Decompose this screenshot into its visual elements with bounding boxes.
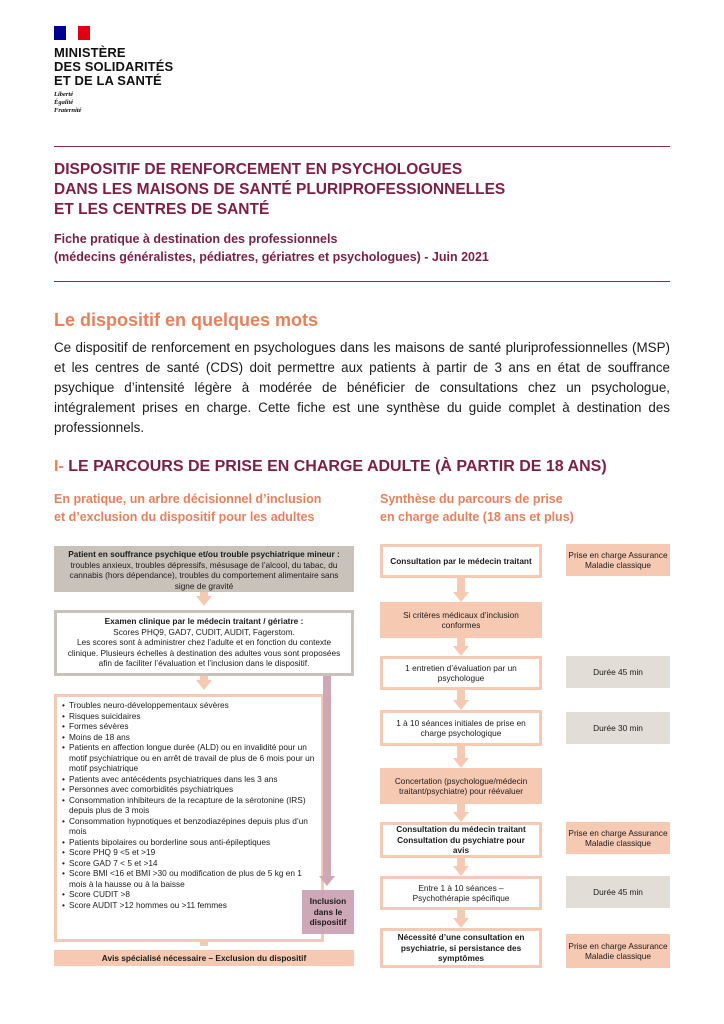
criteria-item: • Score GAD 7 < 5 et >14 [62, 858, 316, 869]
criteria-item: • Score PHQ 9 <5 et >19 [62, 847, 316, 858]
criteria-item: • Score BMI <16 et BMI >30 ou modification de plus de 5 kg en 1 mois à la hausse ou à la baisse [62, 868, 316, 889]
criteria-item: • Consommation hypnotiques et benzodiazépines depuis plus d’un mois [62, 816, 316, 837]
right-column-title: Synthèse du parcours de prise en charge adulte (18 ans et plus) [380, 492, 574, 524]
criteria-item: • Personnes avec comorbidités psychiatriques [62, 784, 316, 795]
pathway-step: Concertation (psychologue/médecin traitant/psychiatre) pour réévaluer [380, 768, 542, 804]
criteria-item: • Patients en affection longue durée (ALD) ou en invalidité pour un motif psychiatrique ou en arrêt de travail de plus de 6 mois pour un motif psychiatrique [62, 742, 316, 774]
document-title: DISPOSITIF DE RENFORCEMENT EN PSYCHOLOGUES DANS LES MAISONS DE SANTÉ PLURIPROFESSIONNELLES ET LES CENTRES DE SANTÉ [54, 161, 506, 218]
patient-box: Patient en souffrance psychique et/ou trouble psychiatrique mineur : troubles anxieux, troubles dépressifs, mésusage de l’alcool, du tabac, du cannabis (hors dépendance), troubles du comportement alimentaire sans signe de gravité [54, 546, 354, 592]
pathway-step: Entre 1 à 10 séances – Psychothérapie spécifique [380, 876, 542, 910]
pathway-arrow-icon [453, 700, 469, 710]
arrow-down-icon [196, 596, 212, 606]
pathway-step: Consultation par le médecin traitant [380, 544, 542, 578]
pathway-step: 1 entretien d’évaluation par un psychologue [380, 656, 542, 690]
ministry-name: MINISTÈRE DES SOLIDARITÉS ET DE LA SANTÉ [54, 45, 174, 88]
criteria-item: • Patients avec antécédents psychiatriques dans les 3 ans [62, 774, 316, 785]
inclusion-stem [323, 676, 331, 876]
inclusion-arrow-icon [319, 876, 335, 886]
arrow-down-icon [196, 680, 212, 690]
criteria-item: • Patients bipolaires ou borderline sous anti-épileptiques [62, 837, 316, 848]
arrow-stem [200, 942, 208, 946]
exclusion-banner: Avis spécialisé nécessaire – Exclusion du dispositif [54, 950, 354, 966]
pathway-step: Si critères médicaux d’inclusion conformes [380, 602, 542, 638]
criteria-item: • Score AUDIT >12 hommes ou >11 femmes [62, 900, 316, 911]
criteria-item: • Troubles neuro-développementaux sévères [62, 700, 316, 711]
left-column-title: En pratique, un arbre décisionnel d’inclusion et d’exclusion du dispositif pour les adultes [54, 492, 322, 524]
pathway-arrow-icon [453, 758, 469, 768]
divider-top [54, 146, 670, 147]
pathway-arrow-icon [453, 918, 469, 928]
pathway-side-note: Durée 45 min [566, 876, 670, 908]
pathway-arrow-stem [457, 746, 465, 758]
pathway-arrow-stem [457, 910, 465, 918]
divider-bottom [54, 281, 670, 282]
pathway-side-note: Prise en charge Assurance Maladie classique [566, 822, 670, 854]
criteria-item: • Score CUDIT >8 [62, 889, 316, 900]
pathway-side-note: Prise en charge Assurance Maladie classique [566, 544, 670, 576]
intro-paragraph: Ce dispositif de renforcement en psychologues dans les maisons de santé pluriprofessionnelles (MSP) et les centres de santé (CDS) doit permettre aux patients à partir de 3 ans en état de souffrance psychique d’intensité légère à modérée de bénéficier de consultations chez un psychologue, intégralement prises en charge. Cette fiche est une synthèse du guide complet à destination des professionnels. [54, 340, 670, 435]
pathway-arrow-stem [457, 638, 465, 646]
ministry-logo [54, 26, 173, 115]
pathway-step: Consultation du médecin traitant Consultation du psychiatre pour avis [380, 822, 542, 858]
criteria-item: • Consommation inhibiteurs de la recapture de la sérotonine (IRS) depuis plus de 3 mois [62, 795, 316, 816]
pathway-arrow-stem [457, 858, 465, 866]
part-title: I- LE PARCOURS DE PRISE EN CHARGE ADULTE (À PARTIR DE 18 ANS) [54, 458, 607, 475]
intro-heading: Le dispositif en quelques mots [54, 310, 319, 330]
clinical-exam-box: Examen clinique par le médecin traitant / gériatre : Scores PHQ9, GAD7, CUDIT, AUDIT, Fagerstom. Les scores sont à administrer chez l’adulte et en fonction du contexte clinique. Plusieurs échelles à destination des adultes vous sont proposées afin de faciliter l’évaluation et l’inclusion dans le dispositif. [54, 610, 354, 676]
pathway-side-note: Durée 45 min [566, 656, 670, 688]
republic-motto: Liberté Égalité Fraternité [54, 91, 82, 114]
pathway-step: 1 à 10 séances initiales de prise en charge psychologique [380, 710, 542, 746]
pathway-step: Nécessité d’une consultation en psychiatrie, si persistance des symptômes [380, 928, 542, 968]
pathway-side-note: Prise en charge Assurance Maladie classique [566, 934, 670, 968]
criteria-item: • Risques suicidaires [62, 711, 316, 722]
pathway-arrow-icon [453, 592, 469, 602]
criteria-item: • Formes sévères [62, 721, 316, 732]
marianne-flag-icon [54, 26, 90, 40]
pathway-arrow-icon [453, 646, 469, 656]
inclusion-box: Inclusion dans le dispositif [302, 890, 354, 934]
pathway-side-note: Durée 30 min [566, 712, 670, 744]
pathway-arrow-stem [457, 690, 465, 700]
pathway-arrow-stem [457, 804, 465, 812]
criteria-item: • Moins de 18 ans [62, 732, 316, 743]
exclusion-criteria-list [62, 700, 316, 910]
pathway-arrow-stem [457, 578, 465, 592]
document-subtitle: Fiche pratique à destination des professionnels (médecins généralistes, pédiatres, gériatres et psychologues) - Juin 2021 [54, 232, 489, 264]
pathway-arrow-icon [453, 812, 469, 822]
pathway-arrow-icon [453, 866, 469, 876]
